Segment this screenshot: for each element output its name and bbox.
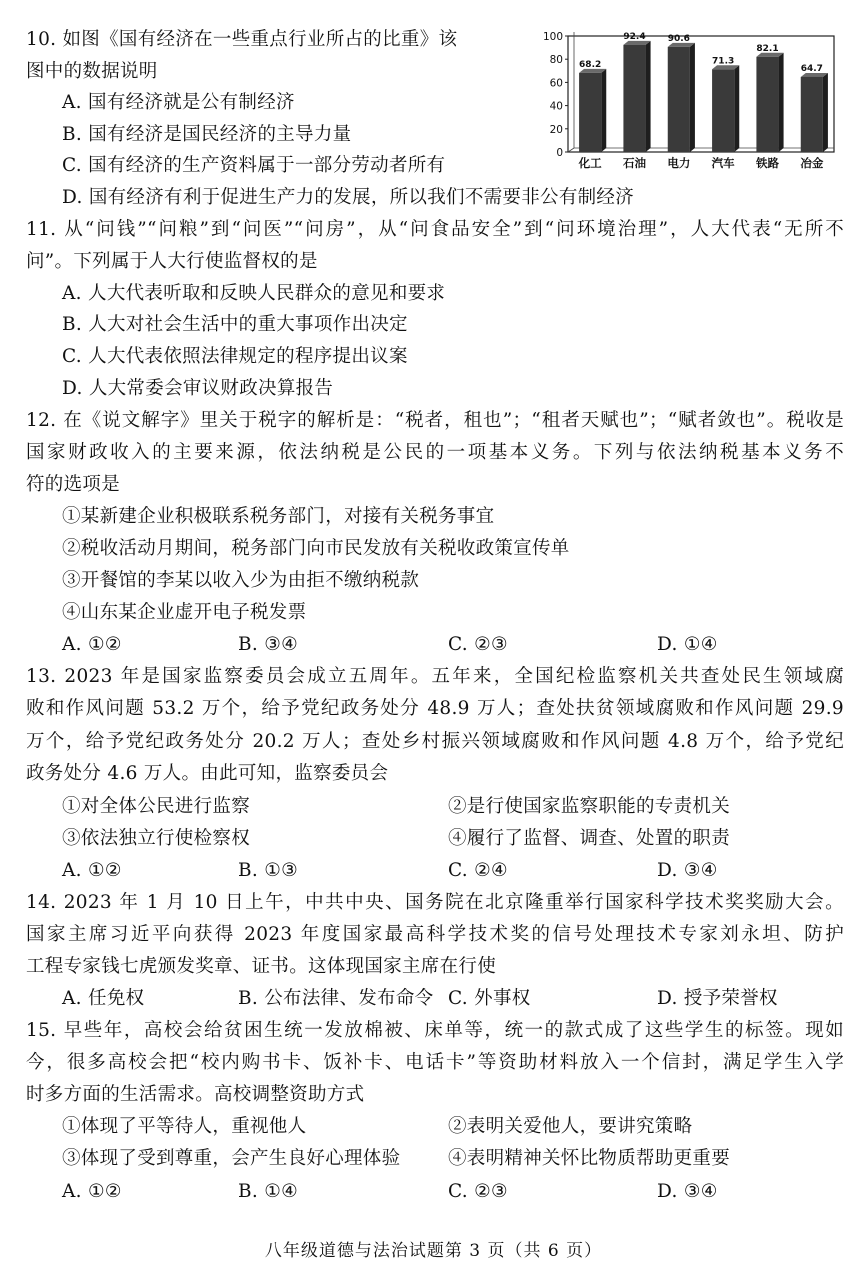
bar xyxy=(756,57,778,152)
q13-item-3: ③依法独立行使检察权 xyxy=(62,828,251,849)
bar xyxy=(712,69,734,152)
bar-side xyxy=(601,69,606,152)
q13-choice-d: D. ③④ xyxy=(657,860,718,881)
q13-choice-a: A. ①② xyxy=(62,860,122,881)
y-tick-label: 60 xyxy=(549,77,563,90)
bar-side xyxy=(823,73,828,152)
q12-choice-c: C. ②③ xyxy=(448,634,508,655)
q12-stem-line1: 12. 在《说文解字》里关于税字的解析是：“税者，租也”；“租者天赋也”；“赋者敛也”。税收是 xyxy=(26,410,844,431)
x-category-label: 电力 xyxy=(667,156,691,170)
q11-option-c: C. 人大代表依照法律规定的程序提出议案 xyxy=(62,346,408,367)
q14-choice-b: B. 公布法律、发布命令 xyxy=(238,988,434,1009)
q12-item-1: ①某新建企业积极联系税务部门，对接有关税务事宜 xyxy=(62,506,495,527)
bar-side xyxy=(690,43,695,152)
y-tick-label: 40 xyxy=(549,100,563,113)
y-tick-label: 100 xyxy=(542,31,563,43)
q14-stem-line2: 国家主席习近平向获得 2023 年度国家最高科学技术奖的信号处理技术专家刘永坦、防护 xyxy=(26,924,844,945)
x-category-label: 汽车 xyxy=(711,156,735,170)
y-tick-label: 80 xyxy=(549,54,563,67)
bar-side xyxy=(779,53,784,152)
q13-choice-c: C. ②④ xyxy=(448,860,508,881)
q15-stem-line3: 时多方面的生活需求。高校调整资助方式 xyxy=(26,1084,365,1105)
q14-choice-c: C. 外事权 xyxy=(448,988,531,1009)
bar-side xyxy=(646,41,651,152)
bar-value-label: 92.4 xyxy=(623,31,646,42)
bar xyxy=(579,73,601,152)
bar-value-label: 68.2 xyxy=(579,59,602,70)
q11-option-d: D. 人大常委会审议财政决算报告 xyxy=(62,378,334,399)
q10-option-d: D. 国有经济有利于促进生产力的发展，所以我们不需要非公有制经济 xyxy=(62,187,635,208)
q13-stem-line3: 万个，给予党纪政务处分 20.2 万人；查处乡村振兴领域腐败和作风问题 4.8 万个，给予党纪 xyxy=(26,731,844,752)
q15-choice-c: C. ②③ xyxy=(448,1181,508,1202)
q11-stem-line1: 11. 从“问钱”“问粮”到“问医”“问房”，从“问食品安全”到“问环境治理”，人大代表“无所不 xyxy=(26,219,844,240)
x-category-label: 化工 xyxy=(578,156,602,170)
q14-choice-a: A. 任免权 xyxy=(62,988,145,1009)
q15-choice-a: A. ①② xyxy=(62,1181,122,1202)
q11-option-a: A. 人大代表听取和反映人民群众的意见和要求 xyxy=(62,283,446,304)
q11-option-b: B. 人大对社会生活中的重大事项作出决定 xyxy=(62,314,408,335)
bar-value-label: 82.1 xyxy=(756,43,779,54)
y-tick-label: 20 xyxy=(549,123,563,136)
q10-stem-line1: 10. 如图《国有经济在一些重点行业所占的比重》该 xyxy=(26,29,458,50)
chart-frame xyxy=(568,33,834,152)
x-category-label: 冶金 xyxy=(800,156,824,170)
q12-item-2: ②税收活动月期间，税务部门向市民发放有关税收政策宣传单 xyxy=(62,538,570,559)
q12-item-4: ④山东某企业虚开电子税发票 xyxy=(62,602,307,623)
q12-stem-line3: 符的选项是 xyxy=(26,474,121,495)
q14-stem-line3: 工程专家钱七虎颁发奖章、证书。这体现国家主席在行使 xyxy=(26,956,497,977)
q15-stem-line2: 今，很多高校会把“校内购书卡、饭补卡、电话卡”等资助材料放入一个信封，满足学生入学 xyxy=(26,1052,844,1073)
q13-item-1: ①对全体公民进行监察 xyxy=(62,796,251,817)
q12-choice-d: D. ①④ xyxy=(657,634,718,655)
q12-choice-a: A. ①② xyxy=(62,634,122,655)
q13-item-2: ②是行使国家监察职能的专责机关 xyxy=(448,796,731,817)
q13-stem-line1: 13. 2023 年是国家监察委员会成立五周年。五年来，全国纪检监察机关共查处民生领域腐 xyxy=(26,666,844,687)
q15-item-4: ④表明精神关怀比物质帮助更重要 xyxy=(448,1148,731,1169)
y-tick-label: 0 xyxy=(556,147,563,159)
bar xyxy=(668,47,690,152)
q13-stem-line2: 败和作风问题 53.2 万个，给予党纪政务处分 48.9 万人；查处扶贫领域腐败和作风问题 29.9 xyxy=(26,698,844,719)
q15-item-3: ③体现了受到尊重，会产生良好心理体验 xyxy=(62,1148,401,1169)
bar-value-label: 90.6 xyxy=(667,33,690,44)
x-category-label: 石油 xyxy=(623,156,646,170)
page-footer: 八年级道德与法治试题第 3 页（共 6 页） xyxy=(264,1241,603,1261)
bar-side xyxy=(734,65,739,152)
state-economy-bar-chart xyxy=(536,26,842,172)
chart-floor-line xyxy=(568,148,574,152)
bar-value-label: 71.3 xyxy=(712,56,735,67)
bar-value-label: 64.7 xyxy=(800,63,823,74)
q15-choice-b: B. ①④ xyxy=(238,1181,299,1202)
q10-option-c: C. 国有经济的生产资料属于一部分劳动者所有 xyxy=(62,155,446,176)
q14-stem-line1: 14. 2023 年 1 月 10 日上午，中共中央、国务院在北京隆重举行国家科学技术奖奖励大会。 xyxy=(26,892,844,913)
q12-choice-b: B. ③④ xyxy=(238,634,299,655)
q10-stem-line2: 图中的数据说明 xyxy=(26,61,158,82)
q13-choice-b: B. ①③ xyxy=(238,860,299,881)
q10-option-b: B. 国有经济是国民经济的主导力量 xyxy=(62,124,352,145)
bar xyxy=(801,77,823,152)
bar xyxy=(623,45,645,152)
q15-choice-d: D. ③④ xyxy=(657,1181,718,1202)
q11-stem-line2: 问”。下列属于人大行使监督权的是 xyxy=(26,251,318,272)
q13-stem-line4: 政务处分 4.6 万人。由此可知，监察委员会 xyxy=(26,763,389,784)
q14-choice-d: D. 授予荣誉权 xyxy=(657,988,778,1009)
q15-item-1: ①体现了平等待人，重视他人 xyxy=(62,1116,307,1137)
q12-item-3: ③开餐馆的李某以收入少为由拒不缴纳税款 xyxy=(62,570,420,591)
q15-stem-line1: 15. 早些年，高校会给贫困生统一发放棉被、床单等，统一的款式成了这些学生的标签。现如 xyxy=(26,1020,844,1041)
q13-item-4: ④履行了监督、调查、处置的职责 xyxy=(448,828,731,849)
q12-stem-line2: 国家财政收入的主要来源，依法纳税是公民的一项基本义务。下列与依法纳税基本义务不 xyxy=(26,442,844,463)
q10-option-a: A. 国有经济就是公有制经济 xyxy=(62,92,295,113)
q15-item-2: ②表明关爱他人，要讲究策略 xyxy=(448,1116,693,1137)
x-category-label: 铁路 xyxy=(756,156,779,170)
